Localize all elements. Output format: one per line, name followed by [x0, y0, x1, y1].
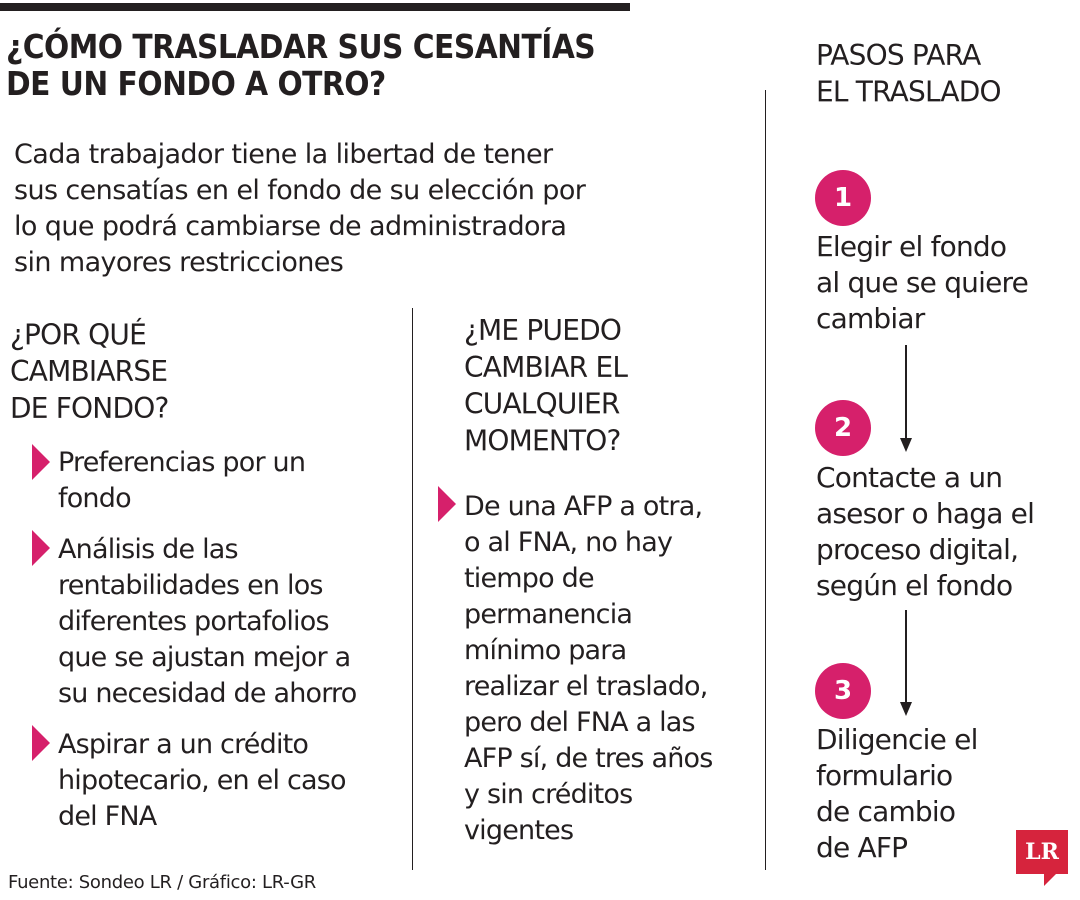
- source-credit: Fuente: Sondeo LR / Gráfico: LR-GR: [8, 872, 316, 893]
- why-heading: ¿POR QUÉ CAMBIARSE DE FONDO?: [10, 317, 169, 426]
- step-3-text: Diligencie el formulario de cambio de AFP: [816, 723, 978, 864]
- why-item-3: Aspirar a un crédito hipotecario, en el caso del FNA: [58, 729, 346, 832]
- column-divider-2: [765, 90, 766, 870]
- column-divider-1: [412, 308, 413, 870]
- steps-heading: PASOS PARA EL TRASLADO: [816, 38, 1001, 109]
- step-1-text: Elegir el fondo al que se quiere cambiar: [816, 230, 1029, 335]
- step-2-text: Contacte a un asesor o haga el proceso digital, según el fondo: [816, 461, 1035, 602]
- why-item-2: Análisis de las rentabilidades en los diferentes portafolios que se ajustan mejor a su necesidad de ahorro: [58, 534, 357, 709]
- lr-logo: LR: [1016, 830, 1068, 874]
- step-number-badge: 3: [815, 663, 871, 719]
- bullet-triangle-icon: [32, 530, 50, 566]
- bullet-triangle-icon: [438, 486, 456, 522]
- bullet-triangle-icon: [32, 725, 50, 761]
- step-number-badge: 1: [815, 170, 871, 226]
- intro-paragraph: Cada trabajador tiene la libertad de tener sus censatías en el fondo de su elección por lo que podrá cambiarse de administradora sin mayores restricciones: [14, 139, 586, 278]
- why-item-1: Preferencias por un fondo: [58, 447, 306, 514]
- top-rule: [0, 3, 630, 11]
- logo-tail-shape: [1044, 872, 1058, 886]
- arrow-down-icon: [900, 438, 912, 452]
- step-number-badge: 2: [815, 400, 871, 456]
- page-title: ¿CÓMO TRASLADAR SUS CESANTÍAS DE UN FONDO A OTRO?: [6, 27, 596, 103]
- arrow-down-icon: [900, 702, 912, 716]
- arrow-line: [905, 610, 907, 705]
- when-heading: ¿ME PUEDO CAMBIAR EL CUALQUIER MOMENTO?: [464, 313, 628, 458]
- bullet-triangle-icon: [32, 444, 50, 480]
- arrow-line: [905, 345, 907, 440]
- when-item-1: De una AFP a otra, o al FNA, no hay tiempo de permanencia mínimo para realizar el traslado, pero del FNA a las AFP sí, de tres años y sin créditos vigentes: [464, 491, 713, 846]
